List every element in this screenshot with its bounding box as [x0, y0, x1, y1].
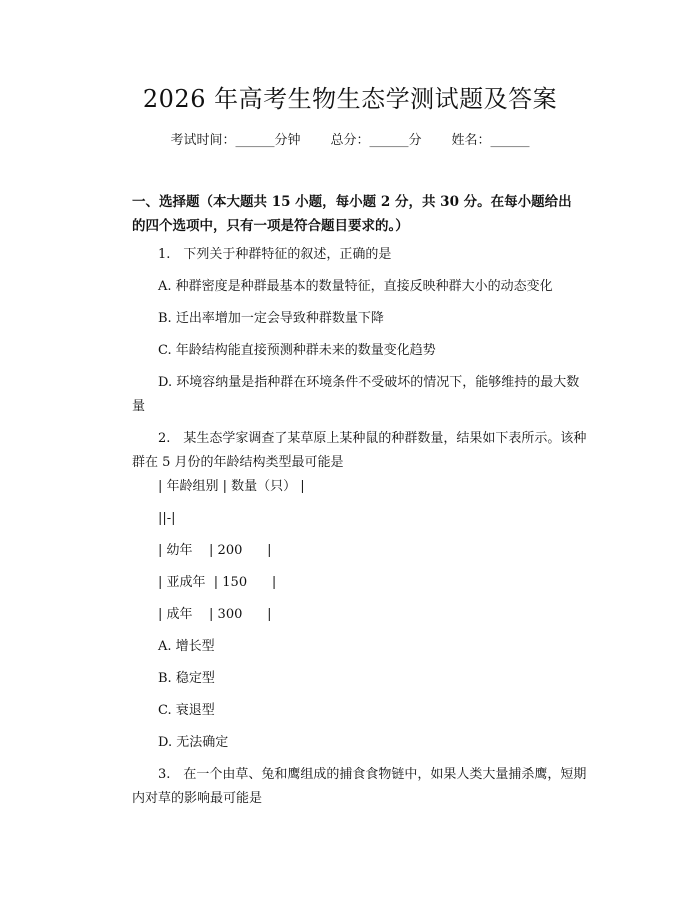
question-2-stem: 2. 某生态学家调查了某草原上某种鼠的种群数量，结果如下表所示。该种群在 5 月份的年龄结构类型最可能是: [132, 431, 587, 470]
age-table-row: | 亚成年 | 150 |: [158, 575, 277, 590]
question-1-option-b: B. 迁出率增加一定会导致种群数量下降: [158, 311, 384, 326]
question-1-text: 1. 下列关于种群特征的叙述，正确的是: [158, 247, 392, 262]
age-table-separator: ||-|: [158, 511, 176, 526]
page-title: 2026 年高考生物生态学测试题及答案: [142, 85, 558, 113]
total-score-field: 总分：______分: [330, 133, 422, 148]
exam-time-field: 考试时间：______分钟: [170, 133, 301, 148]
age-table-row: | 幼年 | 200 |: [158, 543, 272, 558]
question-2-option-a: A. 增长型: [158, 639, 215, 654]
name-field: 姓名：______: [451, 133, 530, 148]
question-1-option-d: D. 环境容纳量是指种群在环境条件不受破坏的情况下，能够维持的最大数量: [132, 375, 580, 414]
question-1-option-a: A. 种群密度是种群最基本的数量特征，直接反映种群大小的动态变化: [158, 279, 553, 294]
question-3-stem: 3. 在一个由草、兔和鹰组成的捕食食物链中，如果人类大量捕杀鹰，短期内对草的影响最可能是: [132, 767, 587, 806]
question-2-option-c: C. 衰退型: [158, 703, 215, 718]
age-table-row: | 成年 | 300 |: [158, 607, 272, 622]
age-table-header: | 年龄组别 | 数量（只） |: [158, 479, 305, 494]
question-1-option-c: C. 年龄结构能直接预测种群未来的数量变化趋势: [158, 343, 436, 358]
question-2-option-b: B. 稳定型: [158, 671, 215, 686]
exam-meta: [0, 132, 700, 150]
question-1-stem: [132, 243, 588, 267]
section-heading: 一、选择题（本大题共 15 小题，每小题 2 分，共 30 分。在每小题给出的四个选项中，只有一项是符合题目要求的。）: [132, 194, 572, 234]
question-2-option-d: D. 无法确定: [158, 735, 229, 750]
